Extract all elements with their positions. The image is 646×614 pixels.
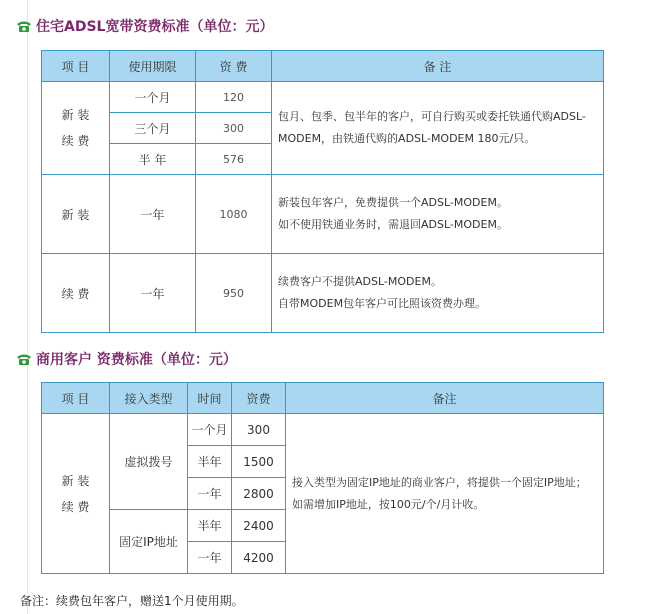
note-cell: 接入类型为固定IP地址的商业客户，将提供一个固定IP地址； 如需增加IP地址，按100元/个/月计收。 [286,414,604,574]
left-divider-line [27,0,28,614]
fee-cell: 2400 [232,510,286,542]
item-cell: 新 装 [42,175,110,254]
fee-cell: 1500 [232,446,286,478]
header-item: 项 目 [42,51,110,82]
table-header-row [42,51,604,82]
item-cell [42,82,110,175]
header-fee: 资费 [232,383,286,414]
footnote: 备注：续费包年客户，赠送1个月使用期。 [20,594,244,608]
table-header-row [42,383,604,414]
item-cell [42,414,110,574]
note-cell [272,254,604,333]
fee-cell: 300 [232,414,286,446]
table-row [42,175,604,254]
section1-title-text: 住宅ADSL宽带资费标准（单位：元） [36,19,274,35]
note-line: 续费客户不提供ADSL-MODEM。 [278,275,442,288]
time-cell: 一年 [188,542,232,574]
header-item: 项 目 [42,383,110,414]
header-note: 备 注 [272,51,604,82]
fee-cell: 120 [196,82,272,113]
section2-title-text: 商用客户 资费标准（单位：元） [36,352,237,368]
time-cell: 一年 [188,478,232,510]
fee-cell: 1080 [196,175,272,254]
business-fee-table [41,382,604,574]
header-access-type: 接入类型 [110,383,188,414]
fee-cell: 576 [196,144,272,175]
note-cell: 包月、包季、包半年的客户，可自行购买或委托铁通代购ADSL-MODEM，由铁通代购的ADSL-MODEM 180元/只。 [272,82,604,175]
header-note: 备注 [286,383,604,414]
header-period: 使用期限 [110,51,196,82]
period-cell: 一个月 [110,82,196,113]
access-type-cell: 虚拟拨号 [110,414,188,510]
item-cell: 续 费 [42,254,110,333]
time-cell: 半年 [188,510,232,542]
table-row [42,414,604,446]
access-type-cell: 固定IP地址 [110,510,188,574]
item-label: 新 装 [61,473,90,488]
fee-cell: 300 [196,113,272,144]
note-cell [272,175,604,254]
time-cell: 半年 [188,446,232,478]
header-time: 时间 [188,383,232,414]
period-cell: 一年 [110,175,196,254]
table-row [42,82,604,113]
residential-fee-table [41,50,604,333]
header-fee: 资 费 [196,51,272,82]
note-line: 自带MODEM包年客户可比照该资费办理。 [278,297,487,310]
telephone-icon [16,20,32,33]
item-label: 续 费 [61,499,90,514]
telephone-icon [16,353,32,366]
period-cell: 半 年 [110,144,196,175]
period-cell: 一年 [110,254,196,333]
table-row [42,254,604,333]
period-cell: 三个月 [110,113,196,144]
section2-title [16,349,237,369]
section1-title [16,16,273,36]
time-cell: 一个月 [188,414,232,446]
note-line: 如不使用铁通业务时，需退回ADSL-MODEM。 [278,218,508,231]
item-label: 新 装 [61,108,90,122]
fee-cell: 2800 [232,478,286,510]
fee-cell: 4200 [232,542,286,574]
item-label: 续 费 [61,134,90,148]
note-line: 新装包年客户，免费提供一个ADSL-MODEM。 [278,196,508,209]
fee-cell: 950 [196,254,272,333]
